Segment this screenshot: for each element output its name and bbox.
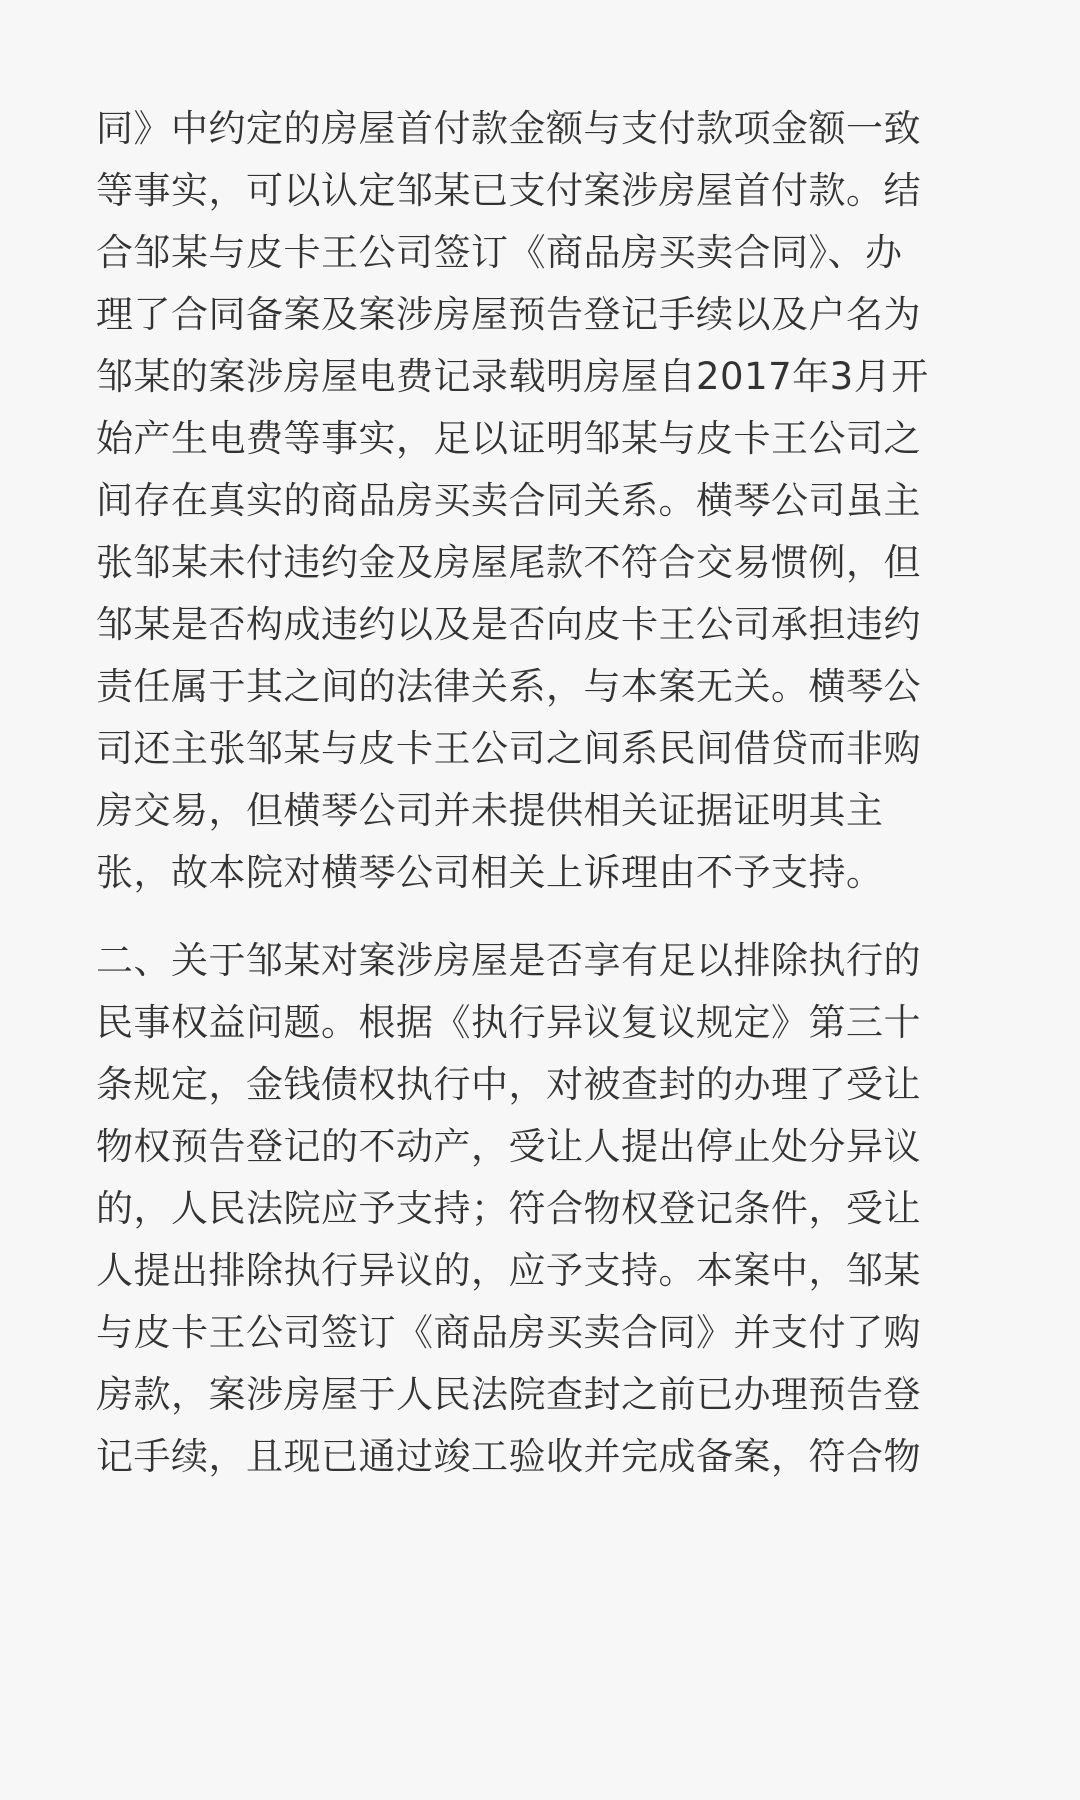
paragraph-line: 物权预告登记的不动产，受让人提出停止处分异议: [96, 1125, 921, 1168]
paragraph-line: 邹某的案涉房屋电费记录载明房屋自2017年3月开: [96, 355, 929, 398]
paragraph-line: 张，故本院对横琴公司相关上诉理由不予支持。: [96, 851, 884, 894]
paragraph-line: 间存在真实的商品房买卖合同关系。横琴公司虽主: [96, 479, 921, 522]
paragraph-line: 始产生电费等事实，足以证明邹某与皮卡王公司之: [96, 417, 921, 460]
paragraph-line: 合邹某与皮卡王公司签订《商品房买卖合同》、办: [96, 231, 903, 274]
paragraph-line: 同》中约定的房屋首付款金额与支付款项金额一致: [96, 107, 921, 150]
paragraph-2: [96, 930, 992, 1488]
paragraph-line: 的，人民法院应予支持；符合物权登记条件，受让: [96, 1187, 921, 1230]
paragraph-line: 理了合同备案及案涉房屋预告登记手续以及户名为: [96, 293, 921, 336]
paragraph-line: 张邹某未付违约金及房屋尾款不符合交易惯例，但: [96, 541, 921, 584]
paragraph-line: 房款，案涉房屋于人民法院查封之前已办理预告登: [96, 1373, 921, 1416]
paragraph-line: 人提出排除执行异议的，应予支持。本案中，邹某: [96, 1249, 921, 1292]
paragraph-line: 条规定，金钱债权执行中，对被查封的办理了受让: [96, 1063, 921, 1106]
paragraph-line: 记手续，且现已通过竣工验收并完成备案，符合物: [96, 1435, 921, 1478]
paragraph-line: 司还主张邹某与皮卡王公司之间系民间借贷而非购: [96, 727, 921, 770]
paragraph-line: 二、关于邹某对案涉房屋是否享有足以排除执行的: [96, 939, 921, 982]
paragraph-line: 邹某是否构成违约以及是否向皮卡王公司承担违约: [96, 603, 921, 646]
paragraph-line: 房交易，但横琴公司并未提供相关证据证明其主: [96, 789, 884, 832]
paragraph-line: 与皮卡王公司签订《商品房买卖合同》并支付了购: [96, 1311, 921, 1354]
paragraph-1: [96, 98, 992, 904]
paragraph-line: 等事实，可以认定邹某已支付案涉房屋首付款。结: [96, 169, 921, 212]
paragraph-line: 责任属于其之间的法律关系，与本案无关。横琴公: [96, 665, 921, 708]
paragraph-line: 民事权益问题。根据《执行异议复议规定》第三十: [96, 1001, 921, 1044]
article-body: [96, 98, 992, 1488]
